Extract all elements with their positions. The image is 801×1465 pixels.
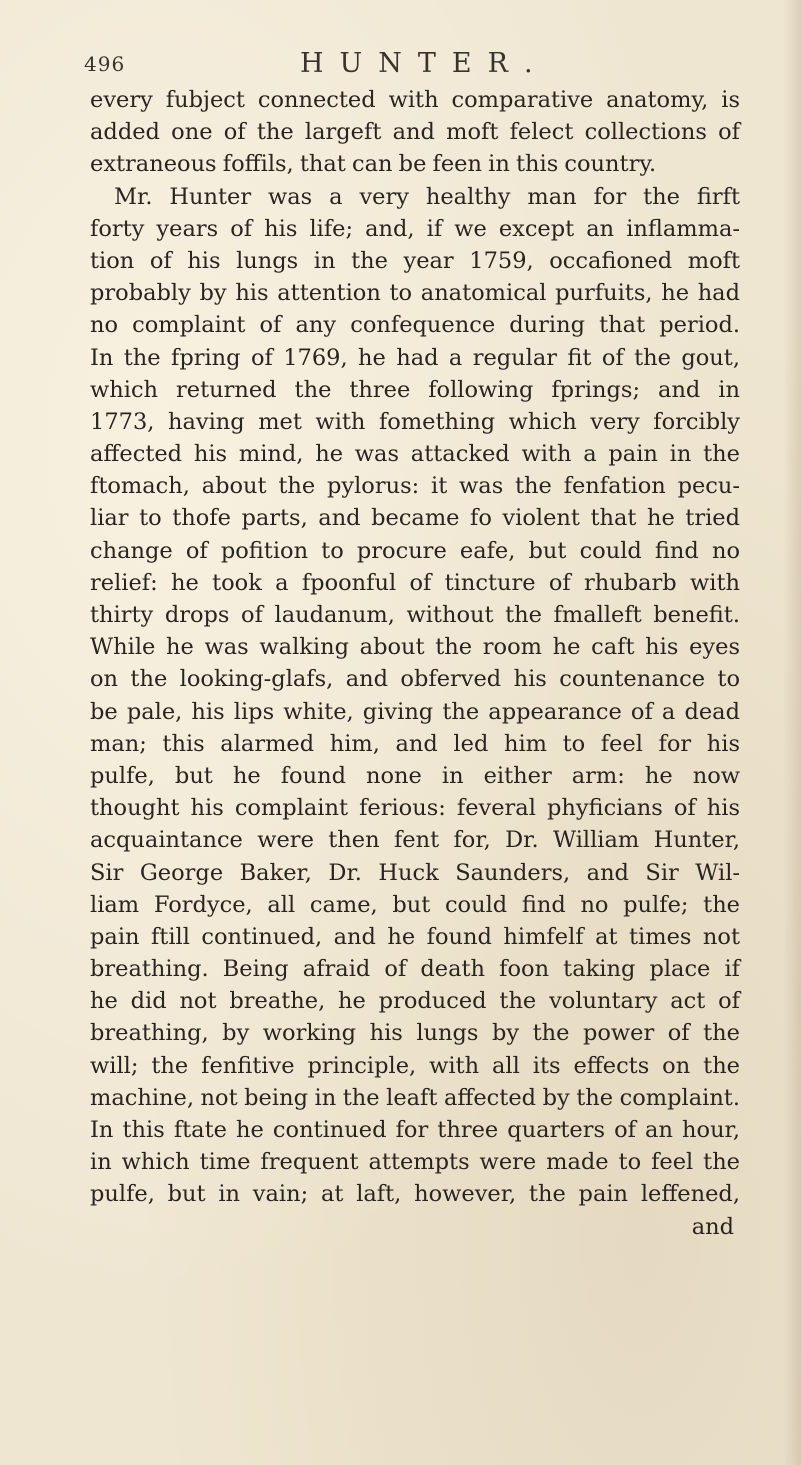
catchword: and bbox=[691, 1213, 734, 1240]
text-line: machine, not being in the leaft affected by the complaint. bbox=[90, 1084, 740, 1111]
running-title: HUNTER. bbox=[300, 48, 549, 79]
text-line: he did not breathe, he produced the voluntary act of bbox=[90, 988, 740, 1015]
text-line: breathing. Being afraid of death foon taking place if bbox=[90, 956, 740, 983]
text-line: will; the fenfitive principle, with all its effects on the bbox=[90, 1052, 740, 1079]
text-line: man; this alarmed him, and led him to feel for his bbox=[90, 730, 740, 757]
text-line: tion of his lungs in the year 1759, occafioned moft bbox=[90, 247, 740, 274]
text-line: which returned the three following fprings; and in bbox=[90, 376, 740, 403]
text-line: added one of the largeft and moft felect collections of bbox=[90, 119, 740, 146]
text-line: in which time frequent attempts were made to feel the bbox=[90, 1149, 740, 1176]
text-line: no complaint of any confequence during that period. bbox=[90, 312, 740, 339]
text-line: Sir George Baker, Dr. Huck Saunders, and Sir Wil- bbox=[90, 859, 740, 886]
body-text bbox=[90, 84, 740, 1243]
text-line: relief: he took a fpoonful of tincture of rhubarb with bbox=[90, 569, 740, 596]
text-line: thirty drops of laudanum, without the fmalleft benefit. bbox=[90, 602, 740, 628]
text-line: probably by his attention to anatomical purfuits, he had bbox=[90, 280, 740, 307]
text-line: While he was walking about the room he caft his eyes bbox=[90, 634, 740, 661]
text-line: on the looking-glafs, and obferved his countenance to bbox=[90, 666, 740, 693]
text-line: In this ftate he continued for three quarters of an hour, bbox=[90, 1117, 740, 1143]
text-line: pulfe, but he found none in either arm: he now bbox=[90, 762, 740, 789]
text-line: 1773, having met with fomething which very forcibly bbox=[90, 408, 740, 435]
text-line: acquaintance were then fent for, Dr. William Hunter, bbox=[90, 827, 740, 854]
running-head bbox=[84, 48, 744, 88]
text-line: affected his mind, he was attacked with a pain in the bbox=[90, 441, 740, 468]
text-line: liar to thofe parts, and became fo violent that he tried bbox=[90, 505, 740, 532]
text-line: every fubject connected with comparative anatomy, is bbox=[90, 87, 740, 113]
text-line: Mr. Hunter was a very healthy man for the firft bbox=[114, 183, 740, 210]
page-number: 496 bbox=[84, 52, 126, 76]
text-line: liam Fordyce, all came, but could find no pulfe; the bbox=[90, 891, 740, 918]
text-line: be pale, his lips white, giving the appearance of a dead bbox=[90, 698, 740, 725]
text-line: breathing, by working his lungs by the power of the bbox=[90, 1020, 740, 1047]
text-line: thought his complaint ferious: feveral phyficians of his bbox=[90, 795, 740, 822]
text-line: change of pofition to procure eafe, but could find no bbox=[90, 537, 740, 564]
text-line: In the fpring of 1769, he had a regular fit of the gout, bbox=[90, 344, 740, 371]
text-line: pain ftill continued, and he found himfelf at times not bbox=[90, 923, 740, 950]
text-line: pulfe, but in vain; at laft, however, the pain leffened, bbox=[90, 1181, 740, 1208]
text-line: forty years of his life; and, if we except an inflamma- bbox=[90, 215, 740, 242]
page-edge-shadow bbox=[783, 0, 801, 1465]
text-line: extraneous foffils, that can be feen in this country. bbox=[90, 151, 657, 178]
text-line: ftomach, about the pylorus: it was the fenfation pecu- bbox=[90, 473, 740, 500]
